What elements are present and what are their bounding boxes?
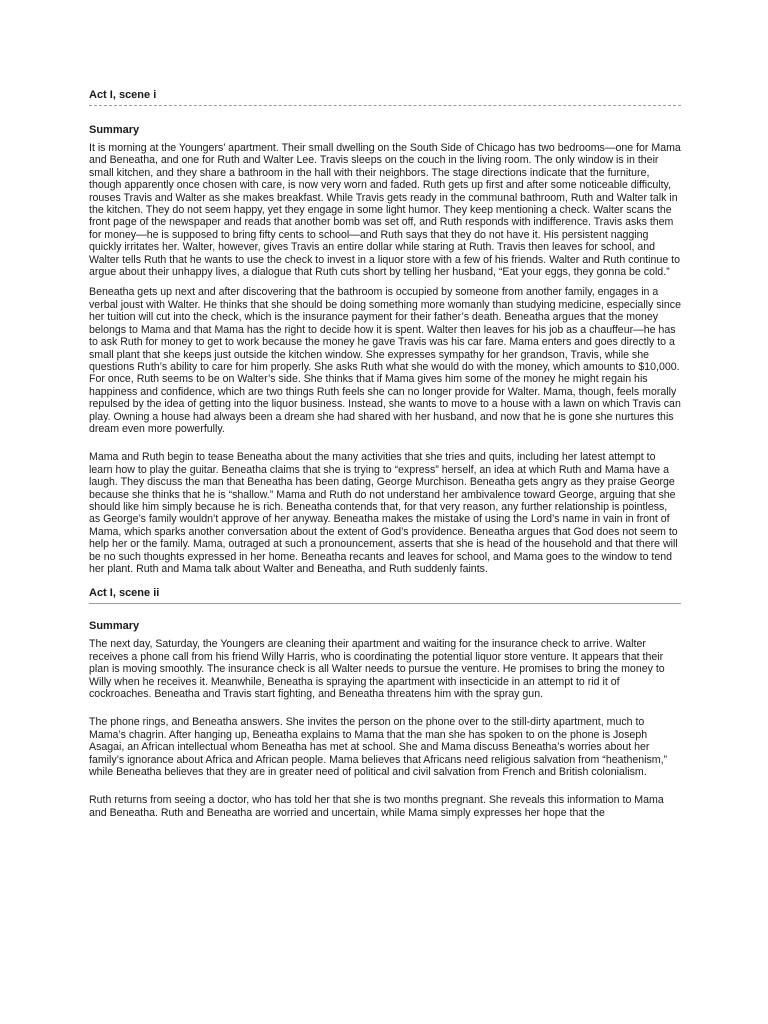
summary-paragraph: It is morning at the Youngers’ apartment. Their small dwelling on the South Side of Chicago has two bedrooms—one for Mama and Beneatha, and one for Ruth and Walter Lee. Travis sleeps on the couch in the living room. The only window is in their small kitchen, and they share a bathroom in the hall with their neighbors. The stage directions indicate that the furniture, though apparently once chosen with care, is now very worn and faded. Ruth gets up first and after some noticeable difficulty, rouses Travis and Walter as she makes breakfast. While Travis gets ready in the communal bathroom, Ruth and Walter talk in the kitchen. They do not seem happy, yet they engage in some light humor. They keep mentioning a check. Walter scans the front page of the newspaper and reads that another bomb was set off, and Ruth responds with indifference. Travis asks them for money—he is supposed to bring fifty cents to school—and Ruth says that they do not have it. His persistent nagging quickly irritates her. Walter, however, gives Travis an entire dollar while staring at Ruth. Travis then leaves for school, and Walter tells Ruth that he wants to use the check to invest in a liquor store with a few of his friends. Walter and Ruth continue to argue about their unhappy lives, a dialogue that Ruth cuts short by telling her husband, “Eat your eggs, they gonna be cold.” [89,142,681,279]
section-divider [89,603,681,604]
document-page [89,88,681,827]
section-divider [89,105,681,106]
scene-title: Act I, scene ii [89,587,160,600]
summary-heading: Summary [89,620,140,633]
summary-heading: Summary [89,124,140,136]
summary-paragraph: Mama and Ruth begin to tease Beneatha about the many activities that she tries and quits, including her latest attempt to learn how to play the guitar. Beneatha claims that she is trying to “express” herself, an idea at which Ruth and Mama have a laugh. They discuss the man that Beneatha has been dating, George Murchison. Beneatha gets angry as they praise George because she thinks that he is “shallow.” Mama and Ruth do not understand her ambivalence toward George, arguing that she should like him simply because he is rich. Beneatha contends that, for that very reason, any further relationship is pointless, as George’s family wouldn’t approve of her anyway. Beneatha makes the mistake of using the Lord’s name in vain in front of Mama, which sparks another conversation about the extent of God’s providence. Beneatha argues that God does not seem to help her or the family. Mama, outraged at such a pronouncement, asserts that she is head of the household and that there will be no such thoughts expressed in her home. Beneatha recants and leaves for school, and Mama goes to the window to tend her plant. Ruth and Mama talk about Walter and Beneatha, and Ruth suddenly faints. [89,451,678,575]
scene-title: Act I, scene i [89,89,157,101]
scene-act1-scene2 [89,586,681,819]
summary-paragraph: The next day, Saturday, the Youngers are cleaning their apartment and waiting for the insurance check to arrive. Walter receives a phone call from his friend Willy Harris, who is coordinating the potential liquor store venture. It appears that their plan is moving smoothly. The insurance check is all Walter needs to pursue the venture. He promises to bring the money to Willy when he receives it. Meanwhile, Beneatha is spraying the apartment with insecticide in an attempt to rid it of cockroaches. Beneatha and Travis start fighting, and Beneatha threatens him with the spray gun. [89,638,665,701]
summary-paragraph: Beneatha gets up next and after discovering that the bathroom is occupied by someone from another family, engages in a verbal joust with Walter. He thinks that she should be doing something more womanly than studying medicine, especially since her tuition will cut into the check, which is the insurance payment for their father’s death. Beneatha argues that the money belongs to Mama and that Mama has the right to decide how it is spent. Walter then leaves for his job as a chauffeur—he has to ask Ruth for money to get to work because the money he gave Travis was his car fare. Mama enters and goes directly to a small plant that she keeps just outside the kitchen window. She expresses sympathy for her grandson, Travis, while she questions Ruth’s ability to care for him properly. She asks Ruth what she would do with the money, which amounts to $10,000. For once, Ruth seems to be on Walter’s side. She thinks that if Mama gives him some of the money he might regain his happiness and confidence, which are two things Ruth feels she can no longer provide for Walter. Mama, though, feels morally repulsed by the idea of getting into the liquor business. Instead, she wants to move to a house with a lawn on which Travis can play. Owning a house had always been a dream she had shared with her husband, and now that he is gone she nurtures this dream even more powerfully. [89,286,681,435]
scene-act1-scene1 [89,88,681,575]
summary-paragraph: Ruth returns from seeing a doctor, who has told her that she is two months pregnant. She reveals this information to Mama and Beneatha. Ruth and Beneatha are worried and uncertain, while Mama simply expresses her hope that the [89,794,664,819]
summary-paragraph: The phone rings, and Beneatha answers. She invites the person on the phone over to the still-dirty apartment, much to Mama’s chagrin. After hanging up, Beneatha explains to Mama that the man she has spoken to on the phone is Joseph Asagai, an African intellectual whom Beneatha has met at school. She and Mama discuss Beneatha’s worries about her family’s ignorance about Africa and African people. Mama believes that Africans need religious salvation from “heathenism,” while Beneatha believes that they are in greater need of political and civil salvation from French and British colonialism. [89,716,668,779]
